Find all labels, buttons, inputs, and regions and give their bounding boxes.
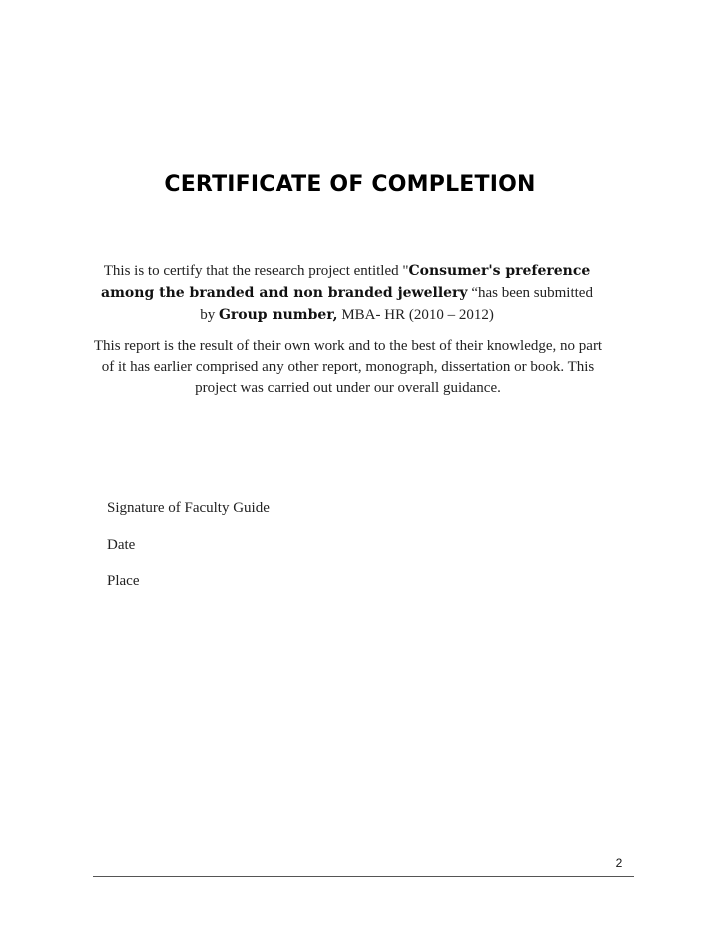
- program-info: MBA- HR (2010 – 2012): [337, 307, 494, 323]
- report-statement: This report is the result of their own work and to the best of their knowledge, no part of it has earlier comprised any other report, monograph, dissertation or book. This project was carried out under our overall guidance.: [93, 338, 603, 396]
- certification-statement: [92, 260, 602, 326]
- certificate-title: CERTIFICATE OF COMPLETION: [164, 172, 536, 197]
- group-number: Group number,: [218, 307, 338, 323]
- footer-divider: [93, 876, 634, 877]
- certification-intro: This is to certify that the research project entitled ": [103, 263, 409, 279]
- place-label: Place: [107, 573, 140, 589]
- certification-submitted-by: “has been submitted by: [200, 285, 593, 323]
- date-label: Date: [107, 537, 136, 553]
- signature-label: Signature of Faculty Guide: [107, 500, 270, 516]
- project-title: Consumer's preference among the branded and non branded jewellery: [101, 263, 591, 301]
- page-number: 2: [615, 856, 623, 870]
